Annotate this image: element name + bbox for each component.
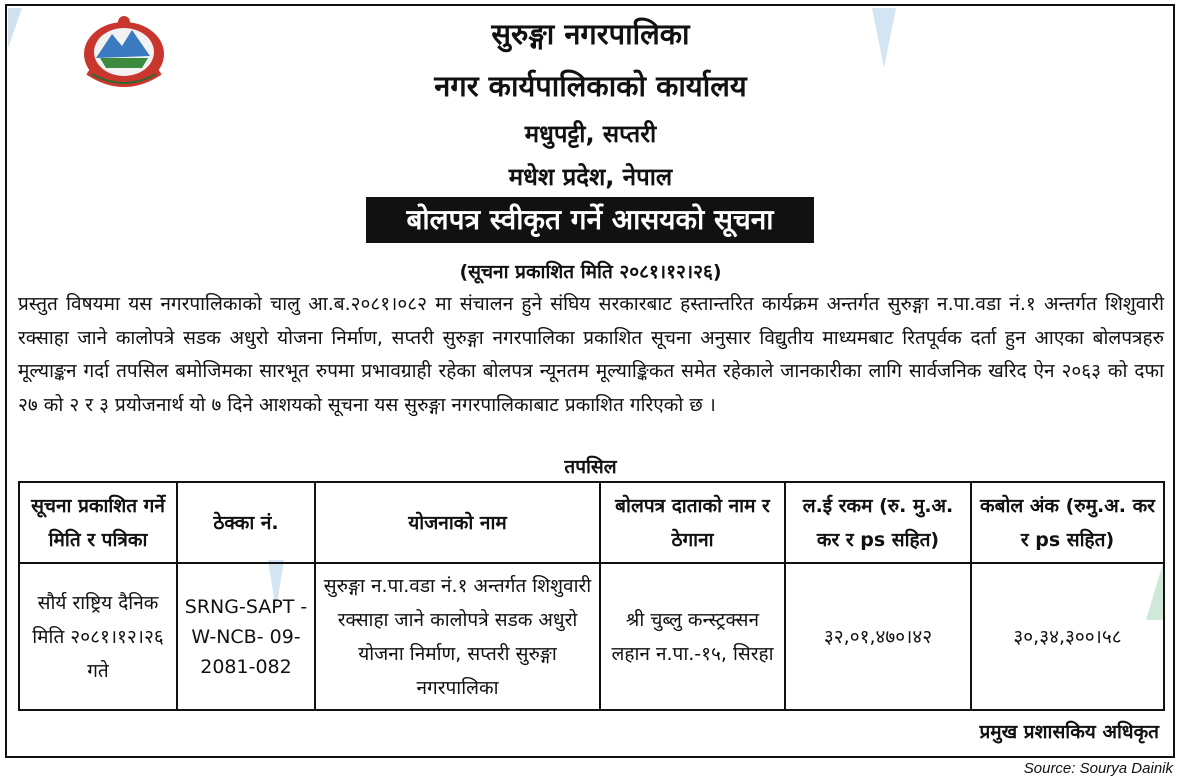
municipality-name: सुरुङ्गा नगरपालिका	[491, 17, 690, 51]
col-header-contract-no: ठेक्का नं.	[177, 482, 315, 563]
col-header-project: योजनाको नाम	[315, 482, 600, 563]
province-country: मधेश प्रदेश, नेपाल	[508, 163, 673, 191]
col-header-bidder: बोलपत्र दाताको नाम र ठेगाना	[600, 482, 785, 563]
cell-bidder: श्री चुब्लु कन्स्ट्रक्सन लहान न.पा.-१५, सिरहा	[600, 563, 785, 710]
table-header-row	[19, 482, 1164, 563]
details-heading: तपसिल	[564, 456, 617, 478]
notice-title: बोलपत्र स्वीकृत गर्ने आसयको सूचना	[366, 197, 814, 243]
office-name: नगर कार्यपालिकाको कार्यालय	[434, 69, 747, 103]
col-header-bid-amount: कबोल अंक (रुमु.अ. कर र ps सहित)	[971, 482, 1164, 563]
col-header-publication: सूचना प्रकाशित गर्ने मिति र पत्रिका	[19, 482, 177, 563]
publish-date: (सूचना प्रकाशित मिति २०८१।१२।२६)	[459, 261, 722, 283]
notice-body: प्रस्तुत विषयमा यस नगरपालिकाको चालु आ.ब.२०८१।०८२ मा संचालन हुने संघिय सरकारबाट हस्तान्तरित कार्यक्रम अन्तर्गत सुरुङ्गा न.पा.वडा नं.१ अन्तर्गत शिशुवारी रक्साहा जाने कालोपत्रे सडक अधुरो योजना निर्माण, सप्तरी सुरुङ्गा नगरपालिका प्रकाशित सूचना अनुसार विद्युतीय माध्यमबाट रितपूर्वक दर्ता हुन आएका बोलपत्रहरु मूल्याङ्कन गर्दा तपसिल बमोजिमका सारभूत रुपमा प्रभावग्राही रहेका बोलपत्र न्यूनतम मूल्याङ्किकत समेत रहेकाले जानकारीका लागि सार्वजनिक खरिद ऐन २०६३ को दफा २७ को २ र ३ प्रयोजनार्थ यो ७ दिने आशयको सूचना यस सुरुङ्गा नगरपालिकाबाट प्रकाशित गरिएको छ ।	[18, 293, 1164, 416]
office-location: मधुपट्टी, सप्तरी	[524, 120, 657, 148]
tender-table	[18, 481, 1165, 711]
table-row	[19, 563, 1164, 710]
cell-project: सुरुङ्गा न.पा.वडा नं.१ अन्तर्गत शिशुवारी रक्साहा जाने कालोपत्रे सडक अधुरो योजना निर्माण, सप्तरी सुरुङ्गा नगरपालिका	[315, 563, 600, 710]
cell-publication: सौर्य राष्ट्रिय दैनिक मिति २०८१।१२।२६ गते	[19, 563, 177, 710]
cell-bid-amount: ३०,३४,३००।५८	[971, 563, 1164, 710]
cell-estimate: ३२,०१,४७०।४२	[785, 563, 971, 710]
col-header-estimate: ल.ई रकम (रु. मु.अ. कर र ps सहित)	[785, 482, 971, 563]
signatory: प्रमुख प्रशासकिय अधिकृत	[979, 721, 1159, 743]
source-credit: Source: Sourya Dainik	[1023, 760, 1173, 777]
cell-contract-no: SRNG-SAPT -W-NCB- 09-2081-082	[177, 563, 315, 710]
